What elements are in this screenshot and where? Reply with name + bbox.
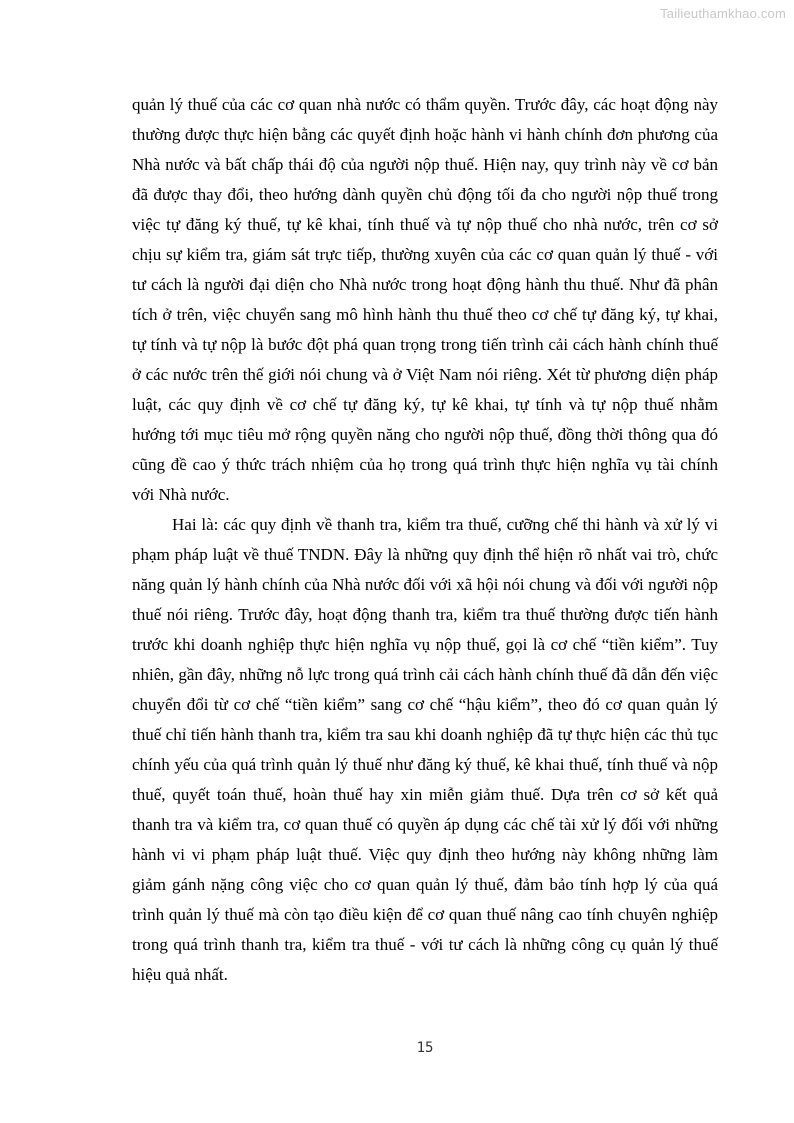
watermark: Tailieuthamkhao.com: [660, 6, 786, 21]
paragraph-continuation: quản lý thuế của các cơ quan nhà nước có thẩm quyền. Trước đây, các hoạt động này thường được thực hiện bằng các quyết định hoặc hành vi hành chính đơn phương của Nhà nước và bất chấp thái độ của người nộp thuế. Hiện nay, quy trình này về cơ bản đã được thay đổi, theo hướng dành quyền chủ động tối đa cho người nộp thuế trong việc tự đăng ký thuế, tự kê khai, tính thuế và tự nộp thuế cho nhà nước, trên cơ sở chịu sự kiểm tra, giám sát trực tiếp, thường xuyên của các cơ quan quản lý thuế - với tư cách là người đại diện cho Nhà nước trong hoạt động hành thu thuế. Như đã phân tích ở trên, việc chuyển sang mô hình hành thu thuế theo cơ chế tự đăng ký, tự khai, tự tính và tự nộp là bước đột phá quan trọng trong tiến trình cải cách hành chính thuế ở các nước trên thế giới nói chung và ở Việt Nam nói riêng. Xét từ phương diện pháp luật, các quy định về cơ chế tự đăng ký, tự kê khai, tự tính và tự nộp thuế nhằm hướng tới mục tiêu mở rộng quyền năng cho người nộp thuế, đồng thời thông qua đó cũng đề cao ý thức trách nhiệm của họ trong quá trình thực hiện nghĩa vụ tài chính với Nhà nước.: [132, 95, 718, 504]
document-body: [132, 90, 718, 990]
paragraph-hai-la: Hai là: các quy định về thanh tra, kiểm tra thuế, cưỡng chế thi hành và xử lý vi phạm pháp luật về thuế TNDN. Đây là những quy định thể hiện rõ nhất vai trò, chức năng quản lý hành chính của Nhà nước đối với xã hội nói chung và đối với người nộp thuế nói riêng. Trước đây, hoạt động thanh tra, kiểm tra thuế thường được tiến hành trước khi doanh nghiệp thực hiện nghĩa vụ nộp thuế, gọi là cơ chế “tiền kiểm”. Tuy nhiên, gần đây, những nỗ lực trong quá trình cải cách hành chính thuế đã dẫn đến việc chuyển đổi từ cơ chế “tiền kiểm” sang cơ chế “hậu kiểm”, theo đó cơ quan quản lý thuế chỉ tiến hành thanh tra, kiểm tra sau khi doanh nghiệp đã tự thực hiện các thủ tục chính yếu của quá trình quản lý thuế như đăng ký thuế, kê khai thuế, tính thuế và nộp thuế, quyết toán thuế, hoàn thuế hay xin miễn giảm thuế. Dựa trên cơ sở kết quả thanh tra và kiểm tra, cơ quan thuế có quyền áp dụng các chế tài xử lý đối với những hành vi vi phạm pháp luật thuế. Việc quy định theo hướng này không những làm giảm gánh nặng công việc cho cơ quan quản lý thuế, đảm bảo tính hợp lý của quá trình quản lý thuế mà còn tạo điều kiện để cơ quan thuế nâng cao tính chuyên nghiệp trong quá trình thanh tra, kiểm tra thuế - với tư cách là những công cụ quản lý thuế hiệu quả nhất.: [132, 515, 718, 984]
page-number: 15: [416, 1040, 434, 1056]
